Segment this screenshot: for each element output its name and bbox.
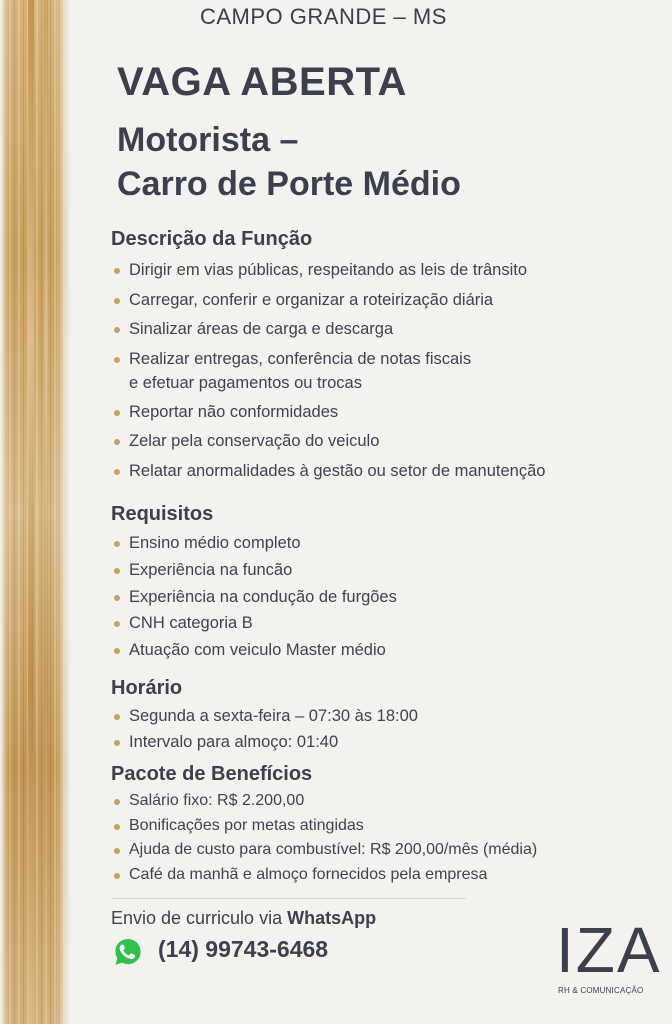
- list-item: Reportar não conformidades: [111, 398, 545, 428]
- list-item: Ensino médio completo: [111, 530, 397, 557]
- list-item: Relatar anormalidades à gestão ou setor de manutenção: [111, 457, 545, 487]
- section-title-horario: Horário: [111, 677, 183, 699]
- phone-number[interactable]: (14) 99743-6468: [158, 936, 329, 962]
- list-item: Experiência na funcão: [111, 557, 397, 584]
- section-title-requisitos: Requisitos: [111, 503, 214, 525]
- vaga-aberta-heading: VAGA ABERTA: [117, 60, 407, 104]
- descricao-list: [111, 256, 545, 486]
- list-item: Dirigir em vias públicas, respeitando as leis de trânsito: [111, 256, 545, 286]
- section-title-descricao: Descrição da Função: [111, 228, 313, 250]
- requisitos-list: [111, 530, 397, 664]
- job-title: [117, 118, 461, 206]
- divider: [111, 898, 466, 899]
- iza-logo: IZA: [556, 914, 662, 986]
- job-title-line-1: Motorista –: [117, 121, 299, 159]
- beneficios-list: [111, 789, 537, 887]
- list-item: CNH categoria B: [111, 610, 397, 637]
- list-item: Experiência na condução de furgões: [111, 584, 397, 611]
- list-item: Ajuda de custo para combustível: R$ 200,00/mês (média): [111, 838, 537, 863]
- list-item: Café da manhã e almoço fornecidos pela empresa: [111, 863, 537, 888]
- whatsapp-icon[interactable]: [112, 936, 144, 968]
- list-item-line: Realizar entregas, conferência de notas fiscais: [129, 349, 472, 368]
- brush-streak: [28, 0, 34, 1024]
- list-item: Intervalo para almoço: 01:40: [111, 729, 418, 755]
- brush-streak: [44, 0, 48, 1024]
- list-item: Segunda a sexta-feira – 07:30 às 18:00: [111, 703, 418, 729]
- horario-list: [111, 703, 418, 755]
- list-item: Bonificações por metas atingidas: [111, 814, 537, 839]
- list-item: Zelar pela conservação do veiculo: [111, 427, 545, 457]
- list-item-line: e efetuar pagamentos ou trocas: [129, 373, 362, 392]
- envio-channel: WhatsApp: [287, 908, 377, 928]
- section-title-beneficios: Pacote de Benefícios: [111, 763, 313, 785]
- list-item: Sinalizar áreas de carga e descarga: [111, 315, 545, 345]
- city-label: CAMPO GRANDE – MS: [200, 4, 447, 29]
- job-title-line-2: Carro de Porte Médio: [117, 165, 461, 203]
- list-item: Atuação com veiculo Master médio: [111, 637, 397, 664]
- list-item: [111, 347, 545, 395]
- list-item: Salário fixo: R$ 2.200,00: [111, 789, 537, 814]
- list-item: Carregar, conferir e organizar a roteirização diária: [111, 286, 545, 316]
- envio-label: Envio de curriculo via: [111, 908, 288, 928]
- logo-tagline: RH & COMUNICAÇÃO: [558, 986, 644, 995]
- gold-brush-stroke: [0, 0, 70, 1024]
- envio-text: [111, 908, 376, 929]
